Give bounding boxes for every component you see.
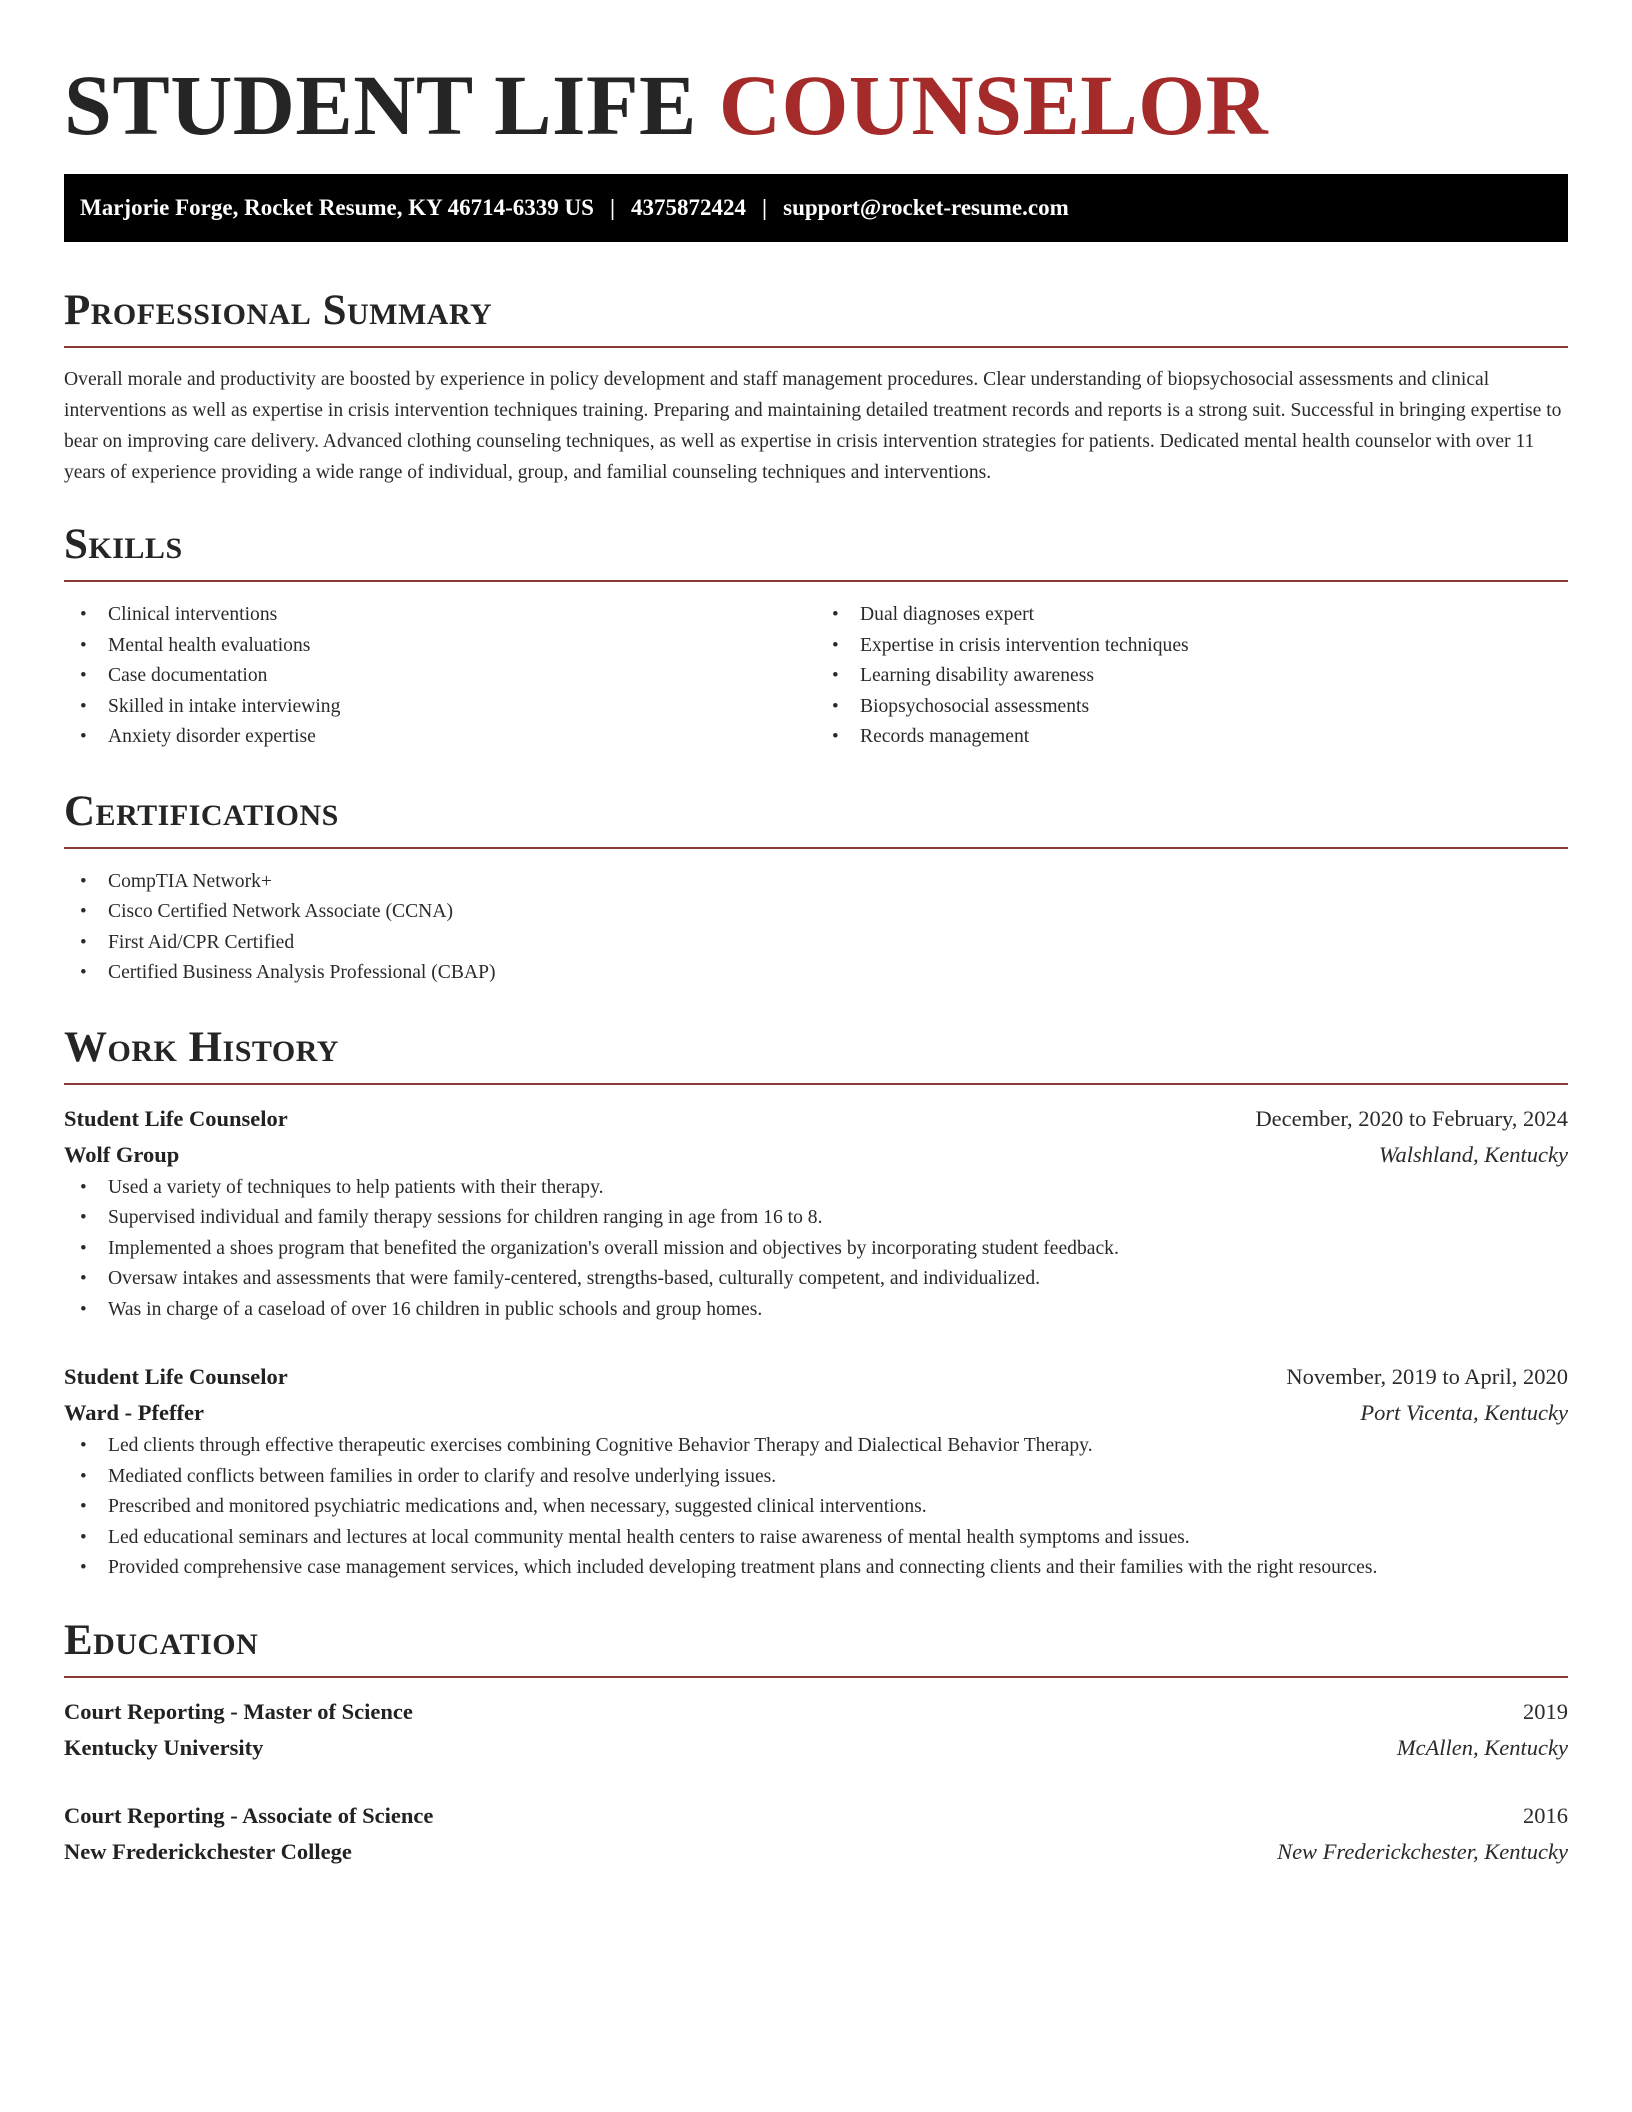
job-location: Port Vicenta, Kentucky: [1360, 1400, 1568, 1425]
section-divider: [64, 1676, 1568, 1678]
skills-list-right: [816, 600, 1568, 753]
job-bullet: • Implemented a shoes program that benefited the organization's overall mission and objectives by incorporating student feedback.: [64, 1234, 1568, 1265]
skills-grid: [64, 600, 1568, 753]
job-role: Student Life Counselor: [64, 1364, 288, 1389]
section-divider: [64, 580, 1568, 582]
education-section: [64, 1616, 1568, 1870]
education-school: Kentucky University: [64, 1734, 264, 1760]
skills-column-left: [64, 600, 816, 753]
education-school-row: [64, 1834, 1568, 1870]
job-bullet: • Led educational seminars and lectures at local community mental health centers to raise awareness of mental health symptoms and issues.: [64, 1523, 1568, 1554]
job-bullet: • Used a variety of techniques to help patients with their therapy.: [64, 1173, 1568, 1204]
job-bullets: [64, 1431, 1568, 1584]
skill-item: • Mental health evaluations: [64, 631, 816, 662]
education-entry: [64, 1798, 1568, 1870]
skills-column-right: [816, 600, 1568, 753]
job-location: Walshland, Kentucky: [1378, 1141, 1568, 1167]
skill-item: • Dual diagnoses expert: [816, 600, 1568, 631]
skills-section: [64, 520, 1568, 753]
job-header-row: [64, 1101, 1568, 1137]
work-history-section: [64, 1023, 1568, 1584]
contact-address: Marjorie Forge, Rocket Resume, KY 46714-6339 US: [80, 195, 594, 220]
certification-item: • CompTIA Network+: [64, 867, 1568, 898]
job-company-row: [64, 1137, 1568, 1173]
job-bullet: • Was in charge of a caseload of over 16 children in public schools and group homes.: [64, 1295, 1568, 1326]
job-bullet: • Supervised individual and family therapy sessions for children ranging in age from 16 to 8.: [64, 1203, 1568, 1234]
education-year: 2019: [1523, 1698, 1568, 1724]
skill-item: • Records management: [816, 722, 1568, 753]
skill-item: • Expertise in crisis intervention techniques: [816, 631, 1568, 662]
contact-separator: |: [609, 195, 616, 220]
title-accent: COUNSELOR: [718, 57, 1269, 153]
education-entry: [64, 1694, 1568, 1766]
section-title-work-history: Work History: [64, 1023, 339, 1071]
education-school: New Frederickchester College: [64, 1838, 352, 1864]
resume-title: [64, 0, 1568, 154]
education-header-row: [64, 1798, 1568, 1834]
education-header-row: [64, 1694, 1568, 1730]
job-bullet: • Provided comprehensive case management services, which included developing treatment plans and connecting clients and their families with the right resources.: [64, 1553, 1568, 1584]
job-role: Student Life Counselor: [64, 1105, 288, 1131]
certifications-section: [64, 787, 1568, 989]
skill-item: • Clinical interventions: [64, 600, 816, 631]
certification-item: • First Aid/CPR Certified: [64, 928, 1568, 959]
job-dates: November, 2019 to April, 2020: [1286, 1364, 1568, 1389]
job-bullet: • Oversaw intakes and assessments that were family-centered, strengths-based, culturally competent, and individualized.: [64, 1264, 1568, 1295]
education-school-row: [64, 1730, 1568, 1766]
job-header-row: [64, 1359, 1568, 1395]
section-title-education: Education: [64, 1616, 259, 1664]
job-bullet: • Led clients through effective therapeutic exercises combining Cognitive Behavior Therapy and Dialectical Behavior Therapy.: [64, 1431, 1568, 1462]
contact-bar: [64, 174, 1568, 242]
contact-email: support@rocket-resume.com: [783, 195, 1069, 220]
skill-item: • Biopsychosocial assessments: [816, 692, 1568, 723]
certifications-list: [64, 867, 1568, 989]
job-bullet: • Prescribed and monitored psychiatric medications and, when necessary, suggested clinical interventions.: [64, 1492, 1568, 1523]
skills-list-left: [64, 600, 816, 753]
skill-item: • Anxiety disorder expertise: [64, 722, 816, 753]
job-bullets: [64, 1173, 1568, 1326]
job-entry: [64, 1359, 1568, 1584]
skill-item: • Case documentation: [64, 661, 816, 692]
job-company-row: [64, 1395, 1568, 1431]
job-entry: [64, 1101, 1568, 1326]
section-divider: [64, 1083, 1568, 1085]
certification-item: • Cisco Certified Network Associate (CCNA): [64, 897, 1568, 928]
education-location: McAllen, Kentucky: [1396, 1734, 1568, 1760]
contact-phone: 4375872424: [631, 195, 747, 220]
section-title-skills: Skills: [64, 521, 183, 568]
section-title-summary: Professional Summary: [64, 287, 493, 334]
education-year: 2016: [1523, 1802, 1568, 1828]
education-degree: Court Reporting - Associate of Science: [64, 1802, 434, 1828]
job-company: Ward - Pfeffer: [64, 1400, 204, 1425]
summary-text: Overall morale and productivity are boosted by experience in policy development and staff management procedures. Clear understanding of biopsychosocial assessments and clinical interventions as well as expertise in crisis intervention techniques training. Preparing and maintaining detailed treatment records and reports is a strong suit. Successful in bringing expertise to bear on improving care delivery. Advanced clothing counseling techniques, as well as expertise in crisis intervention strategies for patients. Dedicated mental health counselor with over 11 years of experience providing a wide range of individual, group, and familial counseling techniques and interventions.: [64, 369, 1562, 483]
skill-item: • Skilled in intake interviewing: [64, 692, 816, 723]
certification-item: • Certified Business Analysis Professional (CBAP): [64, 958, 1568, 989]
education-degree: Court Reporting - Master of Science: [64, 1698, 413, 1724]
job-dates: December, 2020 to February, 2024: [1255, 1105, 1568, 1131]
contact-separator: |: [762, 195, 768, 220]
section-title-certifications: Certifications: [64, 787, 339, 835]
job-bullet: • Mediated conflicts between families in order to clarify and resolve underlying issues.: [64, 1462, 1568, 1493]
section-divider: [64, 847, 1568, 849]
skill-item: • Learning disability awareness: [816, 661, 1568, 692]
title-main: STUDENT LIFE: [64, 57, 697, 153]
section-divider: [64, 346, 1568, 348]
education-location: New Frederickchester, Kentucky: [1277, 1838, 1568, 1864]
summary-section: [64, 286, 1568, 488]
job-company: Wolf Group: [64, 1141, 180, 1167]
